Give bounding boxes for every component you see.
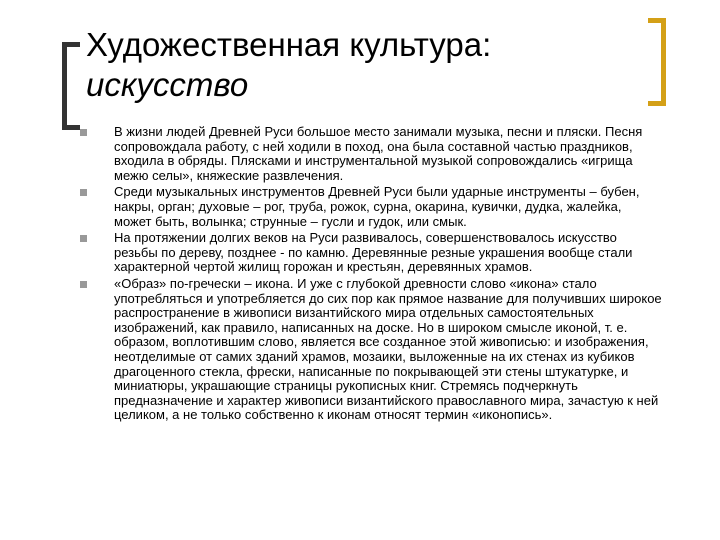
square-bullet-icon (80, 235, 87, 242)
bullet-item-instruments (80, 185, 662, 229)
bullet-item-carving (80, 231, 662, 275)
bullet-list (80, 125, 662, 425)
bullet-text: На протяжении долгих веков на Руси развивалось, совершенствовалось искусство резьбы по дереву, позднее - по камню. Деревянные резные украшения вообще стали характерной чертой жилищ горожан и крестьян, деревянных храмов. (114, 230, 633, 275)
title-line-2: искусство (86, 66, 249, 103)
bullet-text: В жизни людей Древней Руси большое место занимали музыка, песни и пляски. Песня сопровождала работу, с ней ходили в поход, она была составной частью праздников, входила в обряды. Плясками и инструментальной музыкой сопровождались «игрища межю селы», княжеские развлечения. (114, 124, 643, 183)
bullet-item-music (80, 125, 662, 183)
bullet-text: Среди музыкальных инструментов Древней Руси были ударные инструменты – бубен, накры, орган; духовые – рог, труба, рожок, сурна, окарина, кувички, дудка, жалейка, может быть, волынка; струнные – гусли и гудок, или смык. (114, 184, 640, 229)
square-bullet-icon (80, 129, 87, 136)
bullet-text: «Образ» по-гречески – икона. И уже с глубокой древности слово «икона» стало употребляться и употребляется до сих пор как прямое название для получивших широкое распространение в живописи византийского мира отдельных самостоятельных изображений, как правило, написанных на доске. Но в широком смысле иконой, т. е. образом, воплотившим слово, является все созданное этой живописью: и изображения, неотделимые от самих зданий храмов, мозаики, выложенные на их стенах из кубиков драгоценного стекла, фрески, написанные по покрывающей эти стены штукатурке, и миниатюры, украшающие страницы рукописных книг. Стремясь подчеркнуть предназначение и характер живописи византийского православного мира, зачастую к ней целиком, а не только собственно к иконам относят термин «иконопись». (114, 275, 662, 423)
title-bracket-right (648, 18, 666, 106)
square-bullet-icon (80, 281, 87, 288)
title-line-1: Художественная культура: (86, 26, 492, 63)
bullet-item-icons (80, 277, 662, 423)
slide-title (86, 25, 491, 105)
square-bullet-icon (80, 189, 87, 196)
title-bracket-left (62, 42, 80, 130)
